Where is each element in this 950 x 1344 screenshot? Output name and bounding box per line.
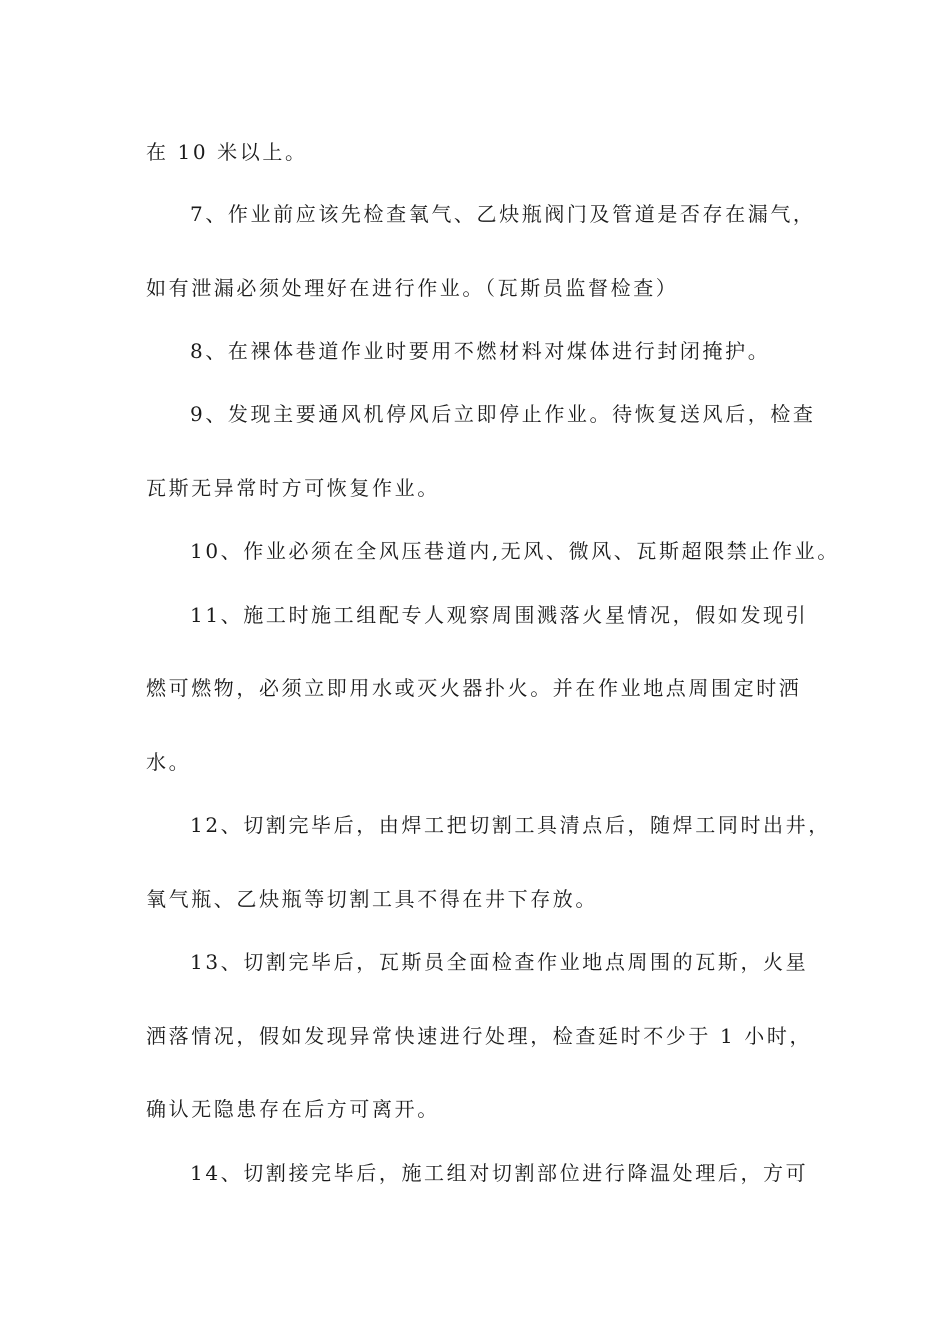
text-line: 13、切割完毕后，瓦斯员全面检查作业地点周围的瓦斯，火星: [190, 950, 809, 974]
text-line: 洒落情况，假如发现异常快速进行处理，检查延时不少于 1 小时，: [146, 1024, 813, 1048]
text-line: 14、切割接完毕后，施工组对切割部位进行降温处理后，方可: [190, 1161, 809, 1185]
text-line: 12、切割完毕后，由焊工把切割工具清点后，随焊工同时出井，: [190, 813, 831, 837]
text-line: 7、作业前应该先检查氧气、乙炔瓶阀门及管道是否存在漏气，: [190, 202, 816, 226]
text-line: 9、发现主要通风机停风后立即停止作业。待恢复送风后，检查: [190, 402, 816, 426]
text-line: 水。: [146, 750, 192, 774]
text-line: 氧气瓶、乙炔瓶等切割工具不得在井下存放。: [146, 887, 598, 911]
text-line: 瓦斯无异常时方可恢复作业。: [146, 476, 440, 500]
text-line: 确认无隐患存在后方可离开。: [146, 1097, 440, 1121]
text-line: 在 10 米以上。: [146, 140, 308, 164]
text-line: 8、在裸体巷道作业时要用不燃材料对煤体进行封闭掩护。: [190, 339, 771, 363]
text-line: 11、施工时施工组配专人观察周围溅落火星情况，假如发现引: [190, 603, 809, 627]
text-line: 燃可燃物，必须立即用水或灭火器扑火。并在作业地点周围定时洒: [146, 676, 802, 700]
text-line: 10、作业必须在全风压巷道内,无风、微风、瓦斯超限禁止作业。: [190, 539, 840, 563]
text-line: 如有泄漏必须处理好在进行作业。（瓦斯员监督检查）: [146, 276, 679, 300]
